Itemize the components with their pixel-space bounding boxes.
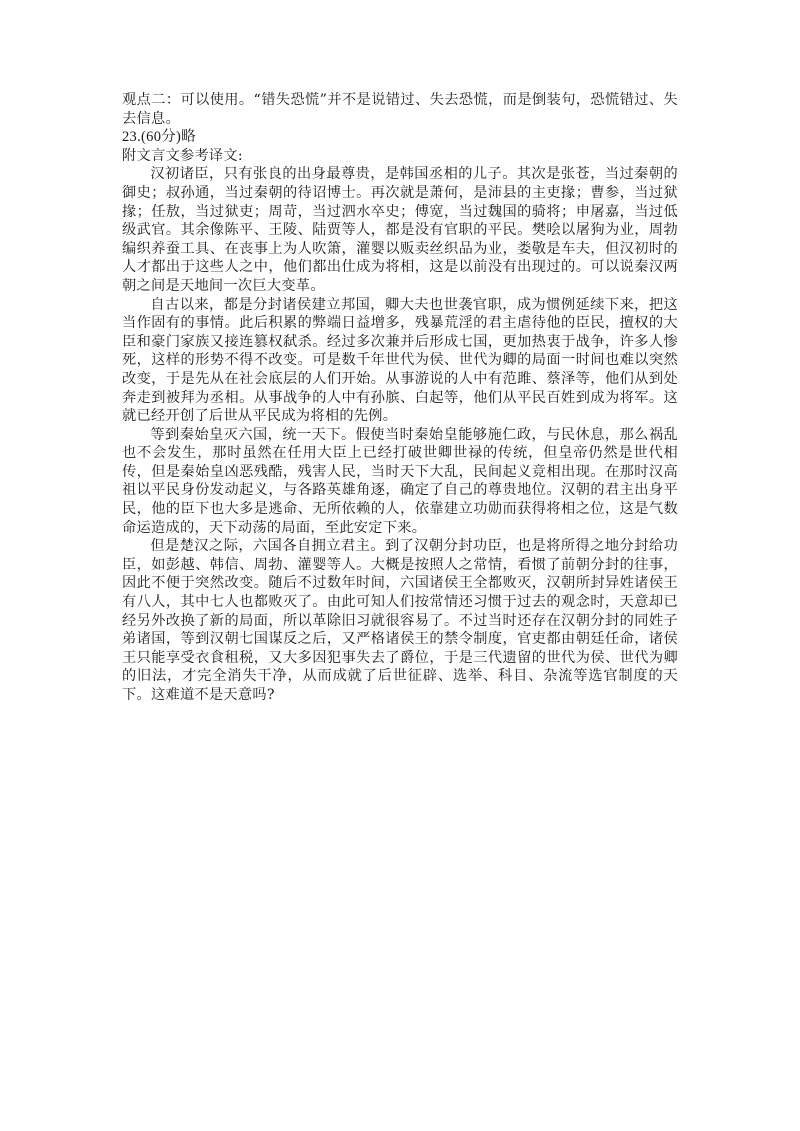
translation-paragraph-4: 但是楚汉之际，六国各自拥立君主。到了汉朝分封功臣，也是将所得之地分封给功臣，如彭越、韩信、周勃、灌婴等人。大概是按照人之常情，看惯了前朝分封的往事，因此不便于突然改变。随后不过数年时间，六国诸侯王全都败灭，汉朝所封异姓诸侯王有八人，其中七人也都败灭了。由此可知人们按常情还习惯于过去的观念时，天意却已经另外改换了新的局面，所以革除旧习就很容易了。不过当时还存在汉朝分封的同姓子弟诸国，等到汉朝七国谋反之后，又严格诸侯王的禁令制度，官吏都由朝廷任命，诸侯王只能享受衣食租税，又大多因犯事失去了爵位，于是三代遗留的世代为侯、世代为卿的旧法，才完全消失干净，从而成就了后世征辟、选举、科目、杂流等选官制度的天下。这难道不是天意吗?	[122, 538, 678, 703]
translation-paragraph-1: 汉初诸臣，只有张良的出身最尊贵，是韩国丞相的儿子。其次是张苍，当过秦朝的御史；叔孙通，当过秦朝的待诏博士。再次就是萧何，是沛县的主吏掾；曹参，当过狱掾；任敖，当过狱吏；周苛，当过泗水卒史；傅宽，当过魏国的骑将；申屠嘉，当过低级武官。其余像陈平、王陵、陆贾等人，都是没有官职的平民。樊哙以屠狗为业，周勃编织养蚕工具、在丧事上为人吹箫，灌婴以贩卖丝织品为业，娄敬是车夫，但汉初时的人才都出于这些人之中，他们都出仕成为将相，这是以前没有出现过的。可以说秦汉两朝之间是天地间一次巨大变革。	[122, 166, 678, 294]
viewpoint-two-text: 观点二：可以使用。“错失恐慌”并不是说错过、失去恐慌，而是倒装句，恐慌错过、失去信息。	[122, 92, 678, 127]
translation-paragraph-3: 等到秦始皇灭六国，统一天下。假使当时秦始皇能够施仁政，与民休息，那么祸乱也不会发生，那时虽然在任用大臣上已经打破世卿世禄的传统，但皇帝仍然是世代相传，但是秦始皇凶恶残酷，残害人民，当时天下大乱，民间起义竞相出现。在那时汉高祖以平民身份发动起义，与各路英雄角逐，确定了自己的尊贵地位。汉朝的君主出身平民，他的臣下也大多是逃命、无所依赖的人，依靠建立功勋而获得将相之位，这是气数命运造成的，天下动荡的局面，至此安定下来。	[122, 426, 678, 536]
question-23-heading: 23.(60分)略	[122, 129, 196, 146]
translation-paragraph-2: 自古以来，都是分封诸侯建立邦国，卿大夫也世袭官职，成为惯例延续下来，把这当作固有的事情。此后积累的弊端日益增多，残暴荒淫的君主虐待他的臣民，擅权的大臣和豪门家族又接连篡权弑杀。经过多次兼并后形成七国，更加热衷于战争，许多人惨死，这样的形势不得不改变。可是数千年世代为侯、世代为卿的局面一时间也难以突然改变，于是先从在社会底层的人们开始。从事游说的人中有范雎、蔡泽等，他们从到处奔走到被拜为丞相。从事战争的人中有孙膑、白起等，他们从平民百姓到成为将军。这就已经开创了后世从平民成为将相的先例。	[122, 296, 678, 425]
appendix-title: 附文言文参考译文:	[122, 147, 243, 164]
document-page	[122, 91, 678, 705]
